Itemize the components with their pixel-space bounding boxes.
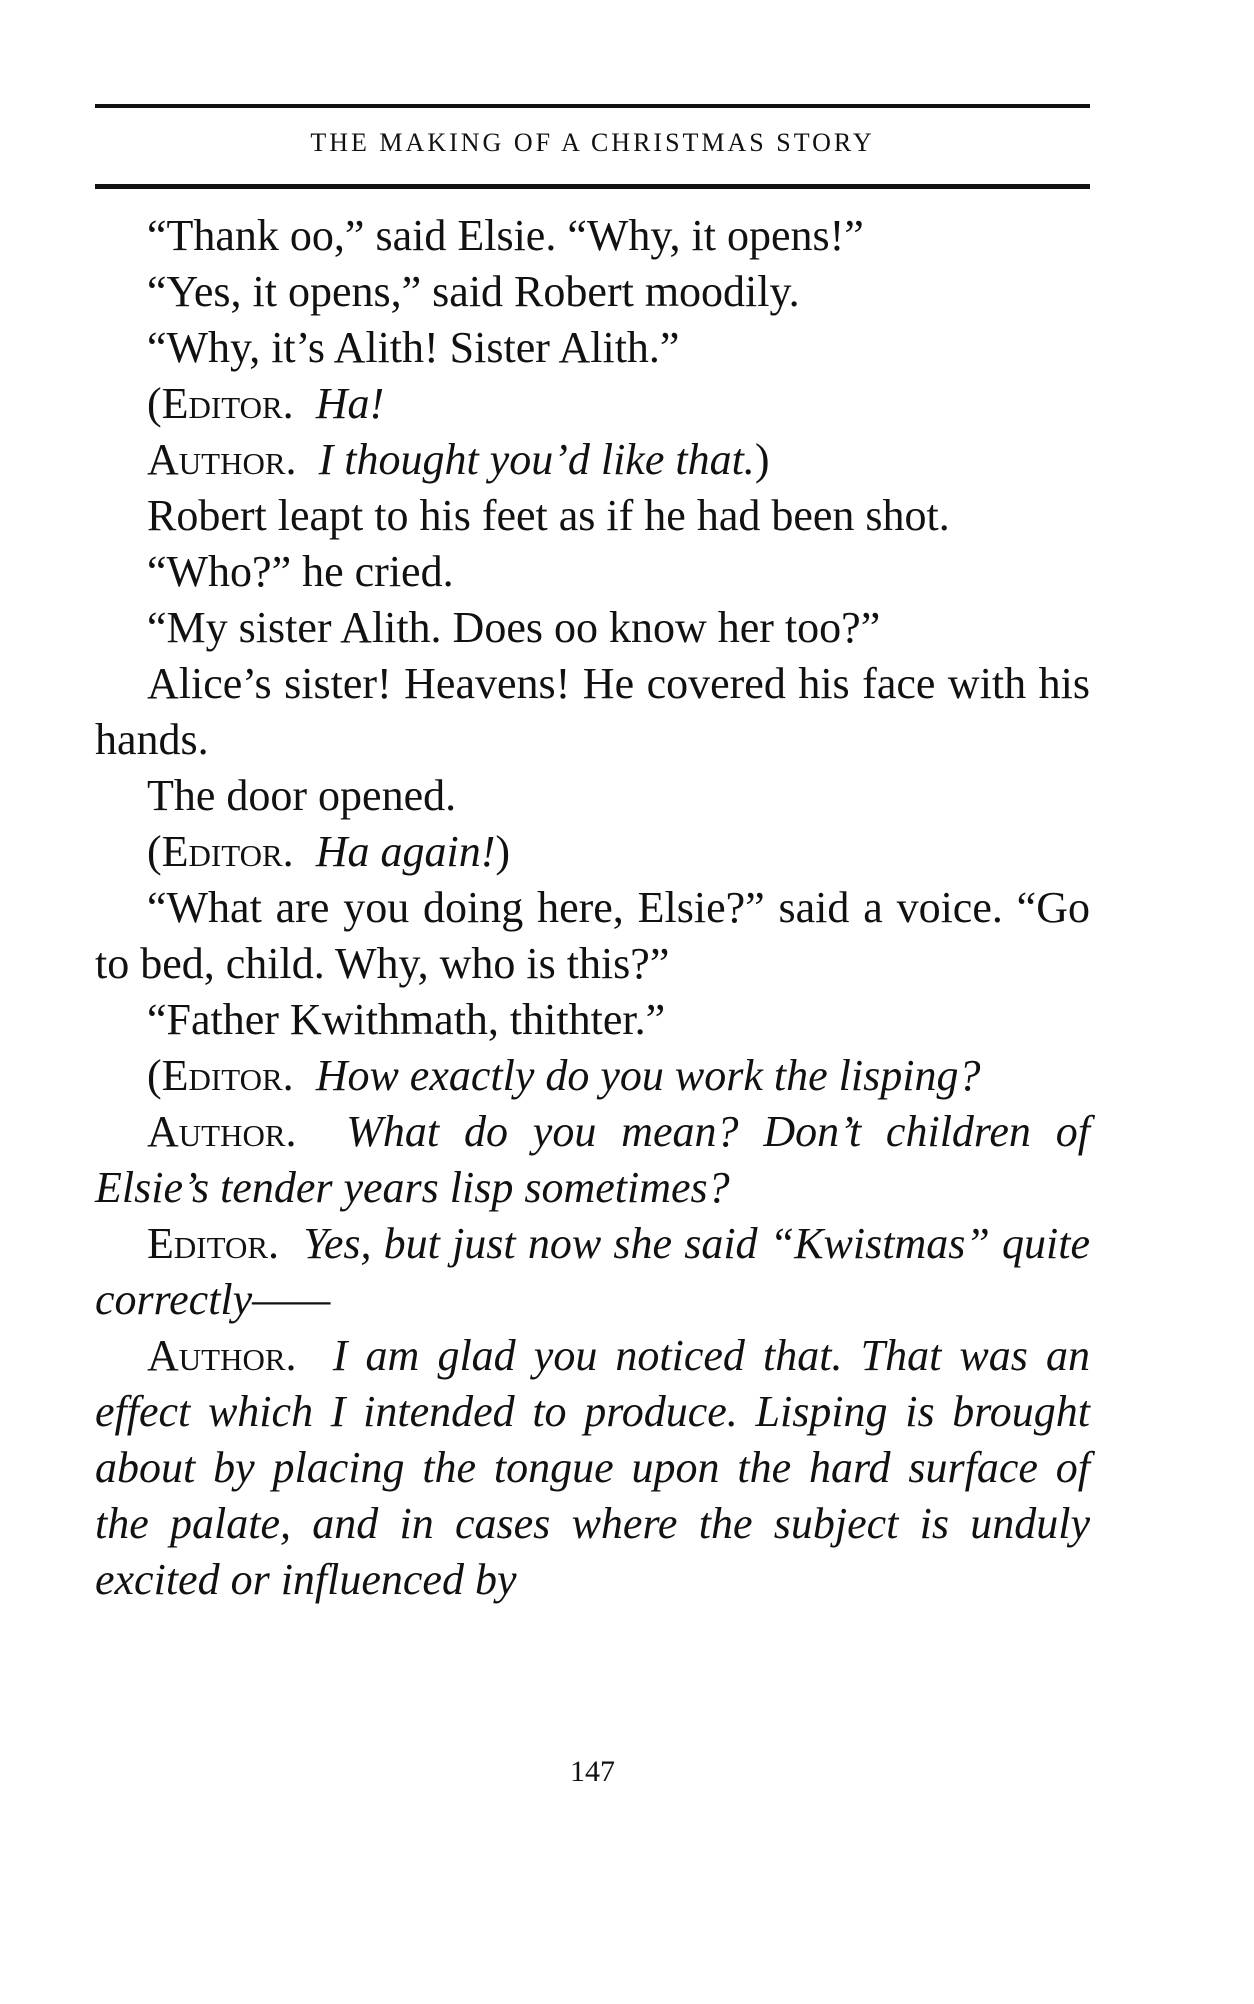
- paragraph: The door opened.: [147, 771, 457, 820]
- author-remark: What do you mean? Don’t children of Elsie’s tender years lisp sometimes?: [95, 1107, 1090, 1212]
- paragraph: [95, 376, 1090, 432]
- author-remark: I am glad you noticed that. That was an effect which I intended to produce. Lisping is brought about by placing the tongue upon the hard surface of the palate, and in cases where the subject is unduly excited or influenced by: [95, 1331, 1091, 1604]
- paragraph: “Why, it’s Alith! Sister Alith.”: [147, 323, 680, 372]
- paragraph: [95, 1048, 1090, 1104]
- speaker-label: Editor.: [161, 827, 294, 876]
- header-rule-bottom: [95, 184, 1090, 189]
- paragraph: “Thank oo,” said Elsie. “Why, it opens!”: [147, 211, 864, 260]
- paragraph: [95, 1328, 1090, 1608]
- editor-remark: Ha!: [315, 379, 385, 428]
- paragraph: “Who?” he cried.: [147, 547, 454, 596]
- speaker-label: Editor.: [147, 1219, 280, 1268]
- open-paren: (: [147, 1051, 162, 1100]
- paragraph: “My sister Alith. Does oo know her too?”: [147, 603, 881, 652]
- editor-remark: Yes, but just now she said “Kwistmas” quite correctly——: [95, 1219, 1090, 1324]
- speaker-label: Author.: [147, 1107, 297, 1156]
- paragraph: “What are you doing here, Elsie?” said a voice. “Go to bed, child. Why, who is this?”: [95, 883, 1090, 988]
- paragraph: [95, 432, 1090, 488]
- close-paren: ): [754, 435, 770, 484]
- running-head: THE MAKING OF A CHRISTMAS STORY: [310, 128, 875, 157]
- paragraph: [95, 824, 1090, 880]
- paragraph: [95, 1104, 1090, 1216]
- paragraph: “Father Kwithmath, thithter.”: [147, 995, 666, 1044]
- speaker-label: Author.: [147, 435, 297, 484]
- paragraph: “Yes, it opens,” said Robert moodily.: [147, 267, 800, 316]
- speaker-label: Editor.: [161, 379, 294, 428]
- header-rule-top: [95, 104, 1090, 108]
- open-paren: (: [147, 827, 162, 876]
- editor-remark: Ha again!: [315, 827, 496, 876]
- paragraph: Alice’s sister! Heavens! He covered his face with his hands.: [95, 659, 1090, 764]
- paragraph: Robert leapt to his feet as if he had been shot.: [147, 491, 950, 540]
- close-paren: ): [495, 827, 510, 876]
- speaker-label: Editor.: [161, 1051, 294, 1100]
- open-paren: (: [147, 379, 162, 428]
- paragraph: [95, 1216, 1090, 1328]
- editor-remark: How exactly do you work the lisping?: [315, 1051, 981, 1100]
- author-remark: I thought you’d like that.: [318, 435, 755, 484]
- page-number: 147: [570, 1755, 615, 1788]
- body-text: [95, 208, 1090, 1608]
- speaker-label: Author.: [147, 1331, 297, 1380]
